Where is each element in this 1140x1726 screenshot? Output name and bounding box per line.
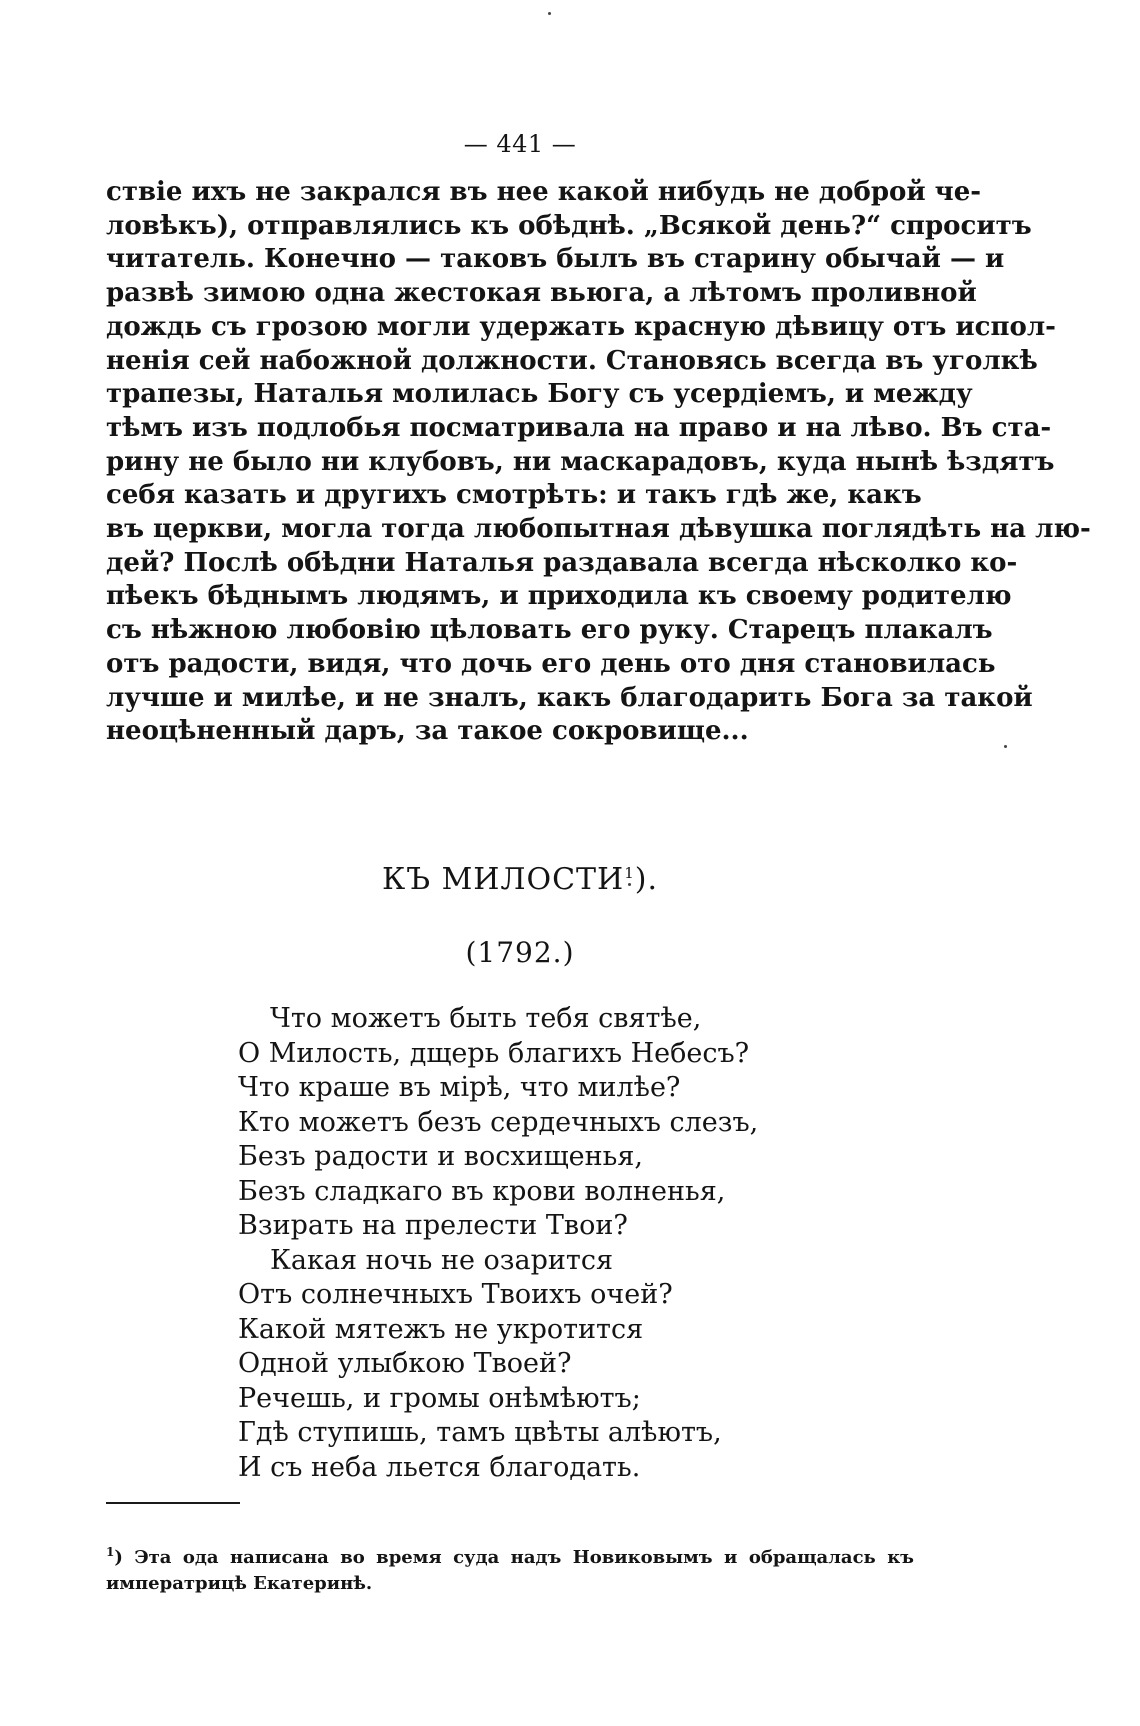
footnote-reference: 1: [624, 864, 635, 882]
prose-line: въ церкви, могла тогда любопытная дѣвушка поглядѣть на лю-: [106, 514, 1091, 545]
prose-line: тѣмъ изъ подлобья посматривала на право и на лѣво. Въ ста-: [106, 412, 1052, 443]
footnote: [106, 1539, 914, 1597]
prose-paragraph: [106, 176, 1091, 749]
prose-line: отъ радости, видя, что дочь его день ото дня становилась: [106, 648, 996, 679]
poem-verse: И съ неба льется благодать.: [238, 1451, 641, 1483]
poem-verse: Безъ сладкаго въ крови волненья,: [238, 1175, 726, 1207]
prose-line: дей? Послѣ обѣдни Наталья раздавала всегда нѣсколко ко-: [106, 547, 1018, 578]
footnote-line: [106, 1539, 914, 1571]
page-number: — 441 —: [463, 130, 577, 158]
poem-verse: Какой мятежъ не укротится: [238, 1313, 644, 1345]
paper-speck: [548, 12, 551, 15]
footnote-mark: 1: [106, 1545, 115, 1559]
poem-verse: Речешь, и громы онѣмѣютъ;: [238, 1382, 641, 1414]
footnote-text: Эта ода написана во время суда надъ Новиковымъ и обращалась къ: [122, 1547, 914, 1568]
poem-verse: О Милость, дщерь благихъ Небесъ?: [238, 1037, 750, 1069]
prose-line: неоцѣненный даръ, за такое сокровище...: [106, 716, 749, 747]
prose-line: читатель. Конечно — таковъ былъ въ старину обычай — и: [106, 244, 1005, 275]
prose-line: пѣекъ бѣднымъ людямъ, и приходила къ своему родителю: [106, 581, 1012, 612]
poem-title: [0, 862, 1040, 897]
poem-title-text: КЪ МИЛОСТИ: [381, 862, 625, 897]
footnote-line: императрицѣ Екатеринѣ.: [106, 1573, 373, 1594]
prose-line: ловѣкъ), отправлялись къ обѣднѣ. „Всякой день?“ спроситъ: [106, 210, 1032, 241]
paper-speck: [1004, 745, 1007, 748]
poem-verse: Одной улыбкою Твоей?: [238, 1348, 572, 1379]
prose-line: лучше и милѣе, и не зналъ, какъ благодарить Бога за такой: [106, 682, 1033, 713]
poem-verse: Безъ радости и восхищенья,: [238, 1141, 643, 1172]
poem-title-suffix: ).: [634, 862, 659, 897]
footnote-divider: [106, 1502, 240, 1504]
prose-line: ствіе ихъ не закрался въ нее какой нибудь не доброй че-: [106, 177, 982, 207]
prose-line: ненія сей набожной должности. Становясь всегда въ уголкѣ: [106, 345, 1038, 376]
prose-line: съ нѣжною любовію цѣловать его руку. Старецъ плакалъ: [106, 615, 993, 646]
paper-speck: [628, 883, 631, 886]
footnote-mark-suffix: ): [114, 1547, 123, 1568]
poem-verse: Взирать на прелести Твои?: [238, 1210, 628, 1241]
poem-verse: Гдѣ ступишь, тамъ цвѣты алѣютъ,: [238, 1417, 722, 1448]
prose-line: себя казать и другихъ смотрѣть: и такъ гдѣ же, какъ: [106, 480, 922, 511]
poem-verse: Кто можетъ безъ сердечныхъ слезъ,: [238, 1106, 759, 1138]
poem-verse: Какая ночь не озарится: [270, 1244, 613, 1276]
poem-verse: Отъ солнечныхъ Твоихъ очей?: [238, 1279, 673, 1310]
prose-line: трапезы, Наталья молилась Богу съ усердіемъ, и между: [106, 379, 973, 410]
prose-line: дождь съ грозою могли удержать красную дѣвицу отъ испол-: [106, 311, 1056, 342]
poem-verse: Что можетъ быть тебя святѣе,: [270, 1003, 702, 1034]
poem-verse: Что краше въ мірѣ, что милѣе?: [238, 1072, 681, 1103]
poem-verses: [238, 1002, 798, 1485]
poem-year: (1792.): [465, 936, 575, 969]
prose-line: рину не было ни клубовъ, ни маскарадовъ, куда нынѣ ѣздятъ: [106, 446, 1055, 477]
prose-line: развѣ зимою одна жестокая вьюга, а лѣтомъ проливной: [106, 278, 977, 309]
